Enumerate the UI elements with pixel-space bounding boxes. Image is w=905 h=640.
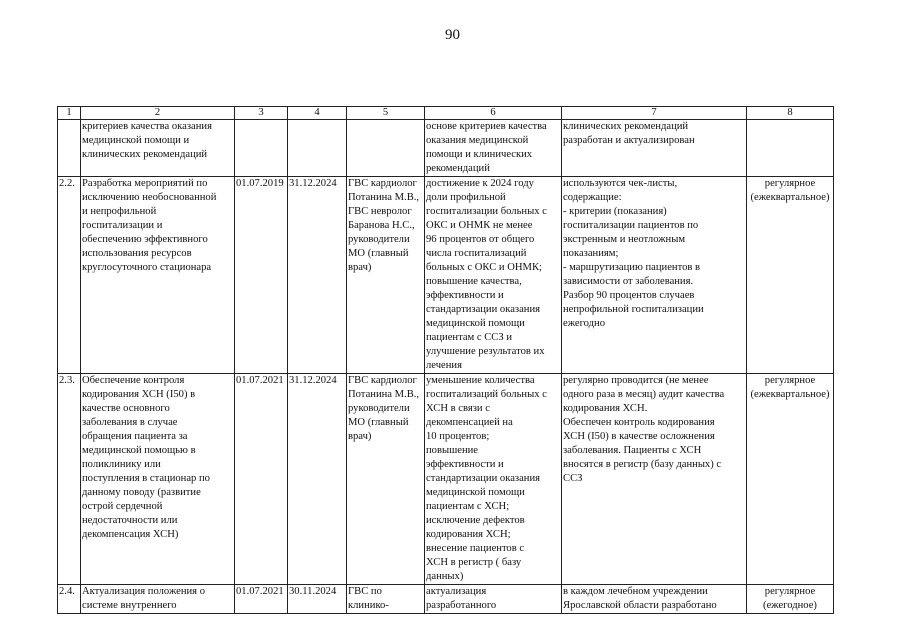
start-date-cell: [235, 120, 288, 177]
frequency-cell: [747, 120, 834, 177]
header-cell: 1: [58, 107, 81, 120]
row-number-cell: 2.2.: [58, 177, 81, 374]
indicator-cell: клинических рекомендаций разработан и актуализирован: [562, 120, 747, 177]
start-date-cell: 01.07.2021: [235, 585, 288, 614]
header-cell: 8: [747, 107, 834, 120]
activity-cell: Разработка мероприятий по исключению необоснованной и непрофильной госпитализации и обеспечению эффективного использования ресурсов круглосуточного стационара: [81, 177, 235, 374]
row-number-cell: [58, 120, 81, 177]
start-date-cell: 01.07.2021: [235, 374, 288, 585]
responsible-cell: ГВС кардиолог Потанина М.В., ГВС невролог Баранова Н.С., руководители МО (главный врач): [347, 177, 425, 374]
activity-cell: критериев качества оказания медицинской помощи и клинических рекомендаций: [81, 120, 235, 177]
frequency-cell: регулярное (ежегодное): [747, 585, 834, 614]
measures-table: [57, 106, 834, 614]
row-number-cell: 2.3.: [58, 374, 81, 585]
result-cell: актуализация разработанного: [425, 585, 562, 614]
end-date-cell: 31.12.2024: [288, 177, 347, 374]
result-cell: уменьшение количества госпитализаций больных с ХСН в связи с декомпенсацией на 10 процентов; повышение эффективности и стандартизации оказания медицинской помощи пациентам с ХСН; исключение дефектов кодирования ХСН; внесение пациентов с ХСН в регистр ( базу данных): [425, 374, 562, 585]
start-date-cell: 01.07.2019: [235, 177, 288, 374]
header-cell: 7: [562, 107, 747, 120]
responsible-cell: [347, 120, 425, 177]
header-cell: 2: [81, 107, 235, 120]
table-row: [58, 177, 834, 374]
table-row: [58, 120, 834, 177]
activity-cell: Актуализация положения о системе внутреннего: [81, 585, 235, 614]
end-date-cell: 30.11.2024: [288, 585, 347, 614]
table-header-row: [58, 107, 834, 120]
frequency-cell: регулярное (ежеквартальное): [747, 374, 834, 585]
responsible-cell: ГВС по клинико-: [347, 585, 425, 614]
table-row: [58, 585, 834, 614]
end-date-cell: 31.12.2024: [288, 374, 347, 585]
header-cell: 5: [347, 107, 425, 120]
header-cell: 4: [288, 107, 347, 120]
table-row: [58, 374, 834, 585]
header-cell: 6: [425, 107, 562, 120]
responsible-cell: ГВС кардиолог Потанина М.В., руководители МО (главный врач): [347, 374, 425, 585]
result-cell: основе критериев качества оказания медицинской помощи и клинических рекомендаций: [425, 120, 562, 177]
page-number: 90: [445, 27, 460, 43]
activity-cell: Обеспечение контроля кодирования ХСН (I50) в качестве основного заболевания в случае обращения пациента за медицинской помощью в поликлинику или поступления в стационар по данному поводу (развитие острой сердечной недостаточности или декомпенсация ХСН): [81, 374, 235, 585]
row-number-cell: 2.4.: [58, 585, 81, 614]
frequency-cell: регулярное (ежеквартальное): [747, 177, 834, 374]
result-cell: достижение к 2024 году доли профильной госпитализации больных с ОКС и ОНМК не менее 96 процентов от общего числа госпитализаций больных с ОКС и ОНМК; повышение качества, эффективности и стандартизации оказания медицинской помощи пациентам с ССЗ и улучшение результатов их лечения: [425, 177, 562, 374]
end-date-cell: [288, 120, 347, 177]
indicator-cell: регулярно проводится (не менее одного раза в месяц) аудит качества кодирования ХСН. Обеспечен контроль кодирования ХСН (I50) в качестве осложнения заболевания. Пациенты с ХСН вносятся в регистр (базу данных) с ССЗ: [562, 374, 747, 585]
indicator-cell: в каждом лечебном учреждении Ярославской области разработано: [562, 585, 747, 614]
header-cell: 3: [235, 107, 288, 120]
indicator-cell: используются чек-листы, содержащие: - критерии (показания) госпитализации пациентов по экстренным и неотложным показаниям; - маршрутизацию пациентов в зависимости от заболевания. Разбор 90 процентов случаев непрофильной госпитализации ежегодно: [562, 177, 747, 374]
